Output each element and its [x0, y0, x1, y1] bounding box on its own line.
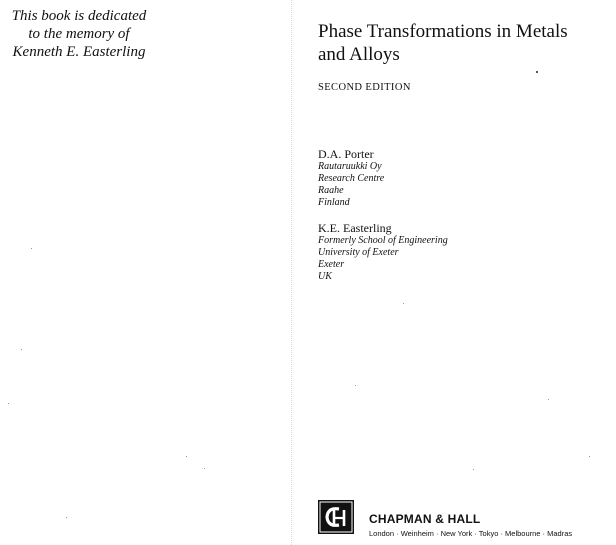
author-block: [318, 147, 518, 209]
author-name: D.A. Porter: [318, 147, 374, 161]
scan-speck: [21, 349, 22, 350]
author-affiliation-line: UK: [318, 271, 332, 282]
edition-label: SECOND EDITION: [318, 82, 411, 93]
publisher-name: CHAPMAN & HALL: [369, 512, 481, 526]
author-affiliation-line: Research Centre: [318, 173, 385, 184]
scan-speck: [403, 303, 404, 304]
book-title: [318, 20, 608, 66]
author-affiliation-line: Finland: [318, 197, 350, 208]
scan-speck: [536, 71, 538, 73]
author-affiliation-line: University of Exeter: [318, 247, 399, 258]
scan-speck: [473, 469, 474, 470]
scan-speck: [8, 403, 9, 404]
author-affiliation-line: Raahe: [318, 185, 344, 196]
scan-speck: [31, 248, 32, 249]
author-affiliation-line: Rautaruukki Oy: [318, 161, 382, 172]
scan-speck: [186, 456, 187, 457]
publisher-cities: London · Weinheim · New York · Tokyo · Melbourne · Madras: [369, 529, 573, 538]
book-title-line: and Alloys: [318, 44, 400, 65]
scan-speck: [66, 517, 67, 518]
author-name: K.E. Easterling: [318, 221, 392, 235]
dedication-line: This book is dedicated: [11, 8, 147, 24]
dedication: [0, 7, 158, 61]
page-gutter: [291, 0, 292, 545]
scan-speck: [204, 468, 205, 469]
book-title-line: Phase Transformations in Metals: [318, 21, 568, 42]
author-block: [318, 221, 518, 283]
author-affiliation-line: Formerly School of Engineering: [318, 235, 448, 246]
chapman-hall-logo-icon: [318, 500, 354, 534]
dedication-line: Kenneth E. Easterling: [12, 44, 146, 60]
dedication-line: to the memory of: [28, 26, 130, 42]
scan-speck: [355, 385, 356, 386]
scan-speck: [548, 399, 549, 400]
author-affiliation-line: Exeter: [318, 259, 345, 270]
scan-speck: [589, 456, 590, 457]
